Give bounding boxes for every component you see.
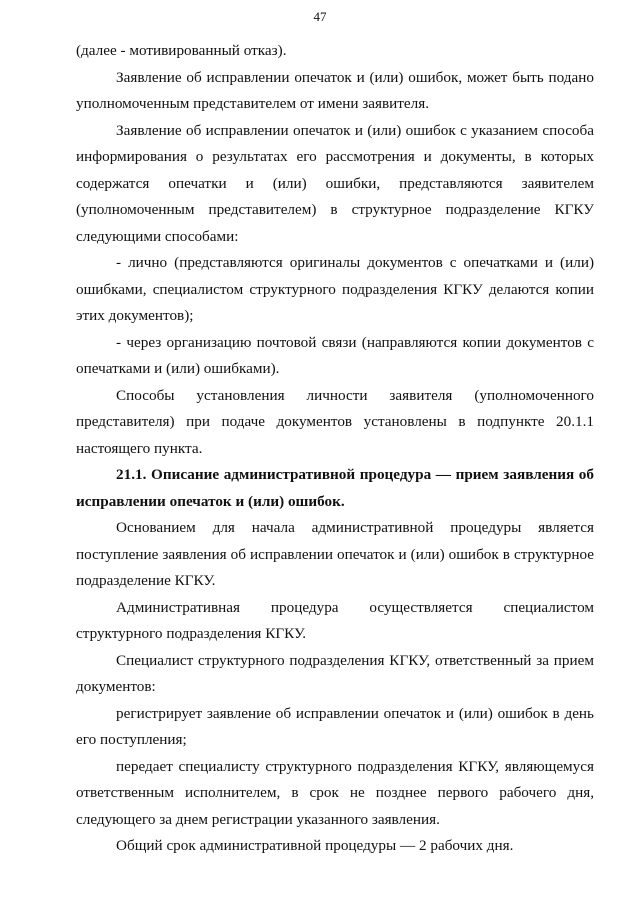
paragraph-grounds: Основанием для начала административной процедуры является поступление заявления об исправлении опечаток и (или) ошибок в структурное подразделение КГКУ.	[76, 519, 594, 589]
paragraph-transfers: передает специалисту структурного подразделения КГКУ, являющемуся ответственным исполнителем, в срок не позднее первого рабочего дня, следующего за днем регистрации указанного заявления.	[76, 757, 594, 828]
page-number: 47	[313, 9, 327, 24]
paragraph-identity: Способы установления личности заявителя (уполномоченного представителя) при подаче документов установлены в подпункте 20.1.1 настоящего пункта.	[76, 386, 594, 457]
paragraph-by-post: - через организацию почтовой связи (направляются копии документов с опечатками и (или) ошибками).	[76, 333, 594, 377]
paragraph-total-term: Общий срок административной процедуры — 2 рабочих дня.	[116, 837, 514, 854]
paragraph-registers: регистрирует заявление об исправлении опечаток и (или) ошибок в день его поступления;	[76, 704, 594, 748]
paragraph-in-person: - лично (представляются оригиналы документов с опечатками и (или) ошибками, специалистом структурного подразделения КГКУ делаются копии этих документов);	[76, 254, 594, 324]
paragraph-executor: Административная процедура осуществляется специалистом структурного подразделения КГКУ.	[76, 598, 594, 642]
paragraph-specialist: Специалист структурного подразделения КГКУ, ответственный за прием документов:	[76, 651, 594, 695]
paragraph-submission: Заявление об исправлении опечаток и (или) ошибок с указанием способа информирования о результатах его рассмотрения и документы, в которых содержатся опечатки и (или) ошибки, представляются заявителем (уполномоченным представителем) в структурное подразделение КГКУ следующими способами:	[76, 121, 594, 245]
paragraph-continuation: (далее - мотивированный отказ).	[76, 42, 287, 59]
paragraph-representative: Заявление об исправлении опечаток и (или) ошибок, может быть подано уполномоченным представителем от имени заявителя.	[76, 68, 594, 112]
section-heading: 21.1. Описание административной процедура — прием заявления об исправлении опечаток и (или) ошибок.	[76, 466, 594, 510]
document-body	[76, 38, 594, 860]
